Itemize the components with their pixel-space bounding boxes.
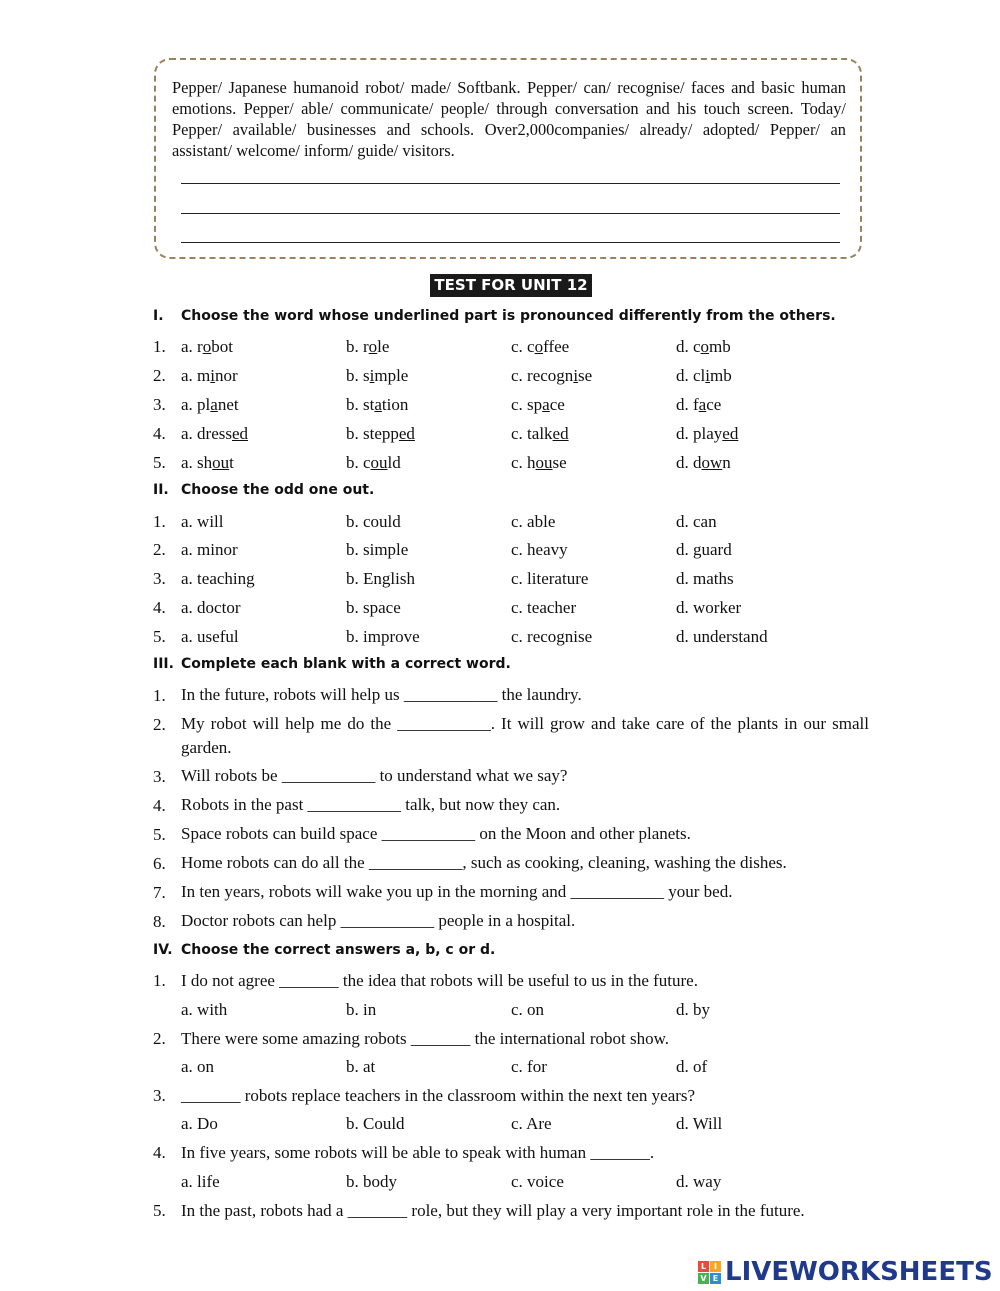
answer-option[interactable]: c. talked (511, 424, 569, 443)
answer-option[interactable]: c. coffee (511, 337, 570, 356)
answer-option[interactable]: b. improve (346, 627, 420, 646)
answer-option[interactable]: a. will (181, 512, 224, 531)
question-number: 4. (153, 598, 166, 617)
section-3-heading-text: Complete each blank with a correct word. (181, 656, 511, 672)
liveworksheets-logo (698, 1258, 993, 1286)
question-number: 5. (153, 627, 166, 646)
answer-option[interactable]: a. on (181, 1057, 215, 1076)
question-text: _______ robots replace teachers in the classroom within the next ten years? (181, 1086, 696, 1105)
options-row (153, 1057, 873, 1079)
question-number: 1. (153, 971, 166, 990)
question-text: Space robots can build space ___________ on the Moon and other planets. (181, 824, 691, 843)
answer-option[interactable]: a. shout (181, 453, 234, 472)
logo-tile: I (710, 1261, 721, 1272)
question-row (153, 1143, 873, 1165)
answer-option[interactable]: b. simple (346, 540, 409, 559)
question-row (153, 971, 873, 993)
answer-option[interactable]: b. station (346, 395, 409, 414)
section-4-heading-text: Choose the correct answers a, b, c or d. (181, 942, 496, 958)
answer-option[interactable]: b. stepped (346, 424, 415, 443)
options-row (153, 1172, 873, 1194)
question-text: In five years, some robots will be able to speak with human _______. (181, 1143, 655, 1162)
answer-option[interactable]: d. can (676, 512, 717, 531)
answer-option[interactable]: c. space (511, 395, 565, 414)
answer-option[interactable]: b. body (346, 1172, 397, 1191)
question-number: 3. (153, 569, 166, 588)
answer-option[interactable]: c. literature (511, 569, 589, 588)
answer-option[interactable]: b. Could (346, 1114, 405, 1133)
answer-option[interactable]: c. Are (511, 1114, 552, 1133)
question-row (153, 1029, 873, 1051)
page-title: TEST FOR UNIT 12 (430, 274, 592, 297)
answer-option[interactable]: c. teacher (511, 598, 577, 617)
question-number: 5. (153, 1201, 166, 1220)
question-number: 7. (153, 883, 166, 902)
question-text: In ten years, robots will wake you up in the morning and ___________ your bed. (181, 882, 733, 901)
question-number: 2. (153, 540, 166, 559)
answer-option[interactable]: c. recognise (511, 627, 593, 646)
question-number: 6. (153, 854, 166, 873)
answer-option[interactable]: a. teaching (181, 569, 255, 588)
answer-option[interactable]: b. could (346, 453, 401, 472)
answer-option[interactable]: d. climb (676, 366, 732, 385)
answer-option[interactable]: c. recognise (511, 366, 593, 385)
answer-option[interactable]: c. voice (511, 1172, 564, 1191)
answer-option[interactable]: c. heavy (511, 540, 568, 559)
logo-text: LIVEWORKSHEETS (725, 1257, 993, 1287)
answer-option[interactable]: c. on (511, 1000, 545, 1019)
question-row (153, 366, 873, 388)
answer-option[interactable]: a. with (181, 1000, 228, 1019)
options-row (153, 1114, 873, 1136)
question-number: 3. (153, 767, 166, 786)
question-row (153, 395, 873, 417)
section-1-numeral: I. (153, 308, 164, 324)
answer-option[interactable]: d. face (676, 395, 722, 414)
answer-option[interactable]: a. minor (181, 366, 238, 385)
answer-option[interactable]: d. guard (676, 540, 732, 559)
question-number: 5. (153, 825, 166, 844)
question-number: 4. (153, 424, 166, 443)
answer-option[interactable]: a. minor (181, 540, 238, 559)
question-text: There were some amazing robots _______ the international robot show. (181, 1029, 669, 1048)
question-number: 2. (153, 1029, 166, 1048)
answer-option[interactable]: d. understand (676, 627, 768, 646)
question-number: 1. (153, 337, 166, 356)
intro-paragraph: Pepper/ Japanese humanoid robot/ made/ Softbank. Pepper/ can/ recognise/ faces and basic human emotions. Pepper/ able/ communicate/ people/ through conversation and his touch screen. Today/ Pepper/ available/ businesses and schools. Over2,000companies/ already/ adopted/ Pepper/ an assistant/ welcome/ inform/ guide/ visitors. (172, 78, 846, 160)
question-row (153, 1201, 873, 1223)
question-number: 3. (153, 1086, 166, 1105)
answer-option[interactable]: a. robot (181, 337, 233, 356)
answer-option[interactable]: b. English (346, 569, 415, 588)
section-2-numeral: II. (153, 482, 169, 498)
question-row (153, 337, 873, 359)
question-text: My robot will help me do the ___________. It will grow and take care of the plants in our small garden. (181, 714, 869, 757)
answer-option[interactable]: a. doctor (181, 598, 241, 617)
question-row (153, 1086, 873, 1108)
answer-line-2[interactable] (181, 213, 840, 214)
question-text: Home robots can do all the ___________, such as cooking, cleaning, washing the dishes. (181, 853, 787, 872)
question-number: 8. (153, 912, 166, 931)
answer-line-1[interactable] (181, 183, 840, 184)
section-1-heading-text: Choose the word whose underlined part is pronounced differently from the others. (181, 308, 836, 324)
answer-option[interactable]: d. way (676, 1172, 722, 1191)
question-number: 4. (153, 796, 166, 815)
options-row (153, 1000, 873, 1022)
question-text: Doctor robots can help ___________ people in a hospital. (181, 911, 576, 930)
answer-line-3[interactable] (181, 242, 840, 243)
answer-option[interactable]: a. life (181, 1172, 220, 1191)
question-row (153, 540, 873, 562)
section-4-heading (153, 942, 495, 958)
question-row (153, 569, 873, 591)
logo-tiles-icon (698, 1261, 721, 1284)
answer-option[interactable]: b. simple (346, 366, 409, 385)
question-row (153, 453, 873, 475)
answer-option[interactable]: a. Do (181, 1114, 218, 1133)
answer-option[interactable]: b. role (346, 337, 390, 356)
answer-option[interactable]: c. for (511, 1057, 547, 1076)
section-2-heading (153, 482, 374, 498)
answer-option[interactable]: d. comb (676, 337, 731, 356)
answer-option[interactable]: a. useful (181, 627, 239, 646)
answer-option[interactable]: b. space (346, 598, 401, 617)
question-number: 2. (153, 715, 166, 734)
question-number: 2. (153, 366, 166, 385)
logo-tile: V (698, 1273, 709, 1284)
question-row (153, 598, 873, 620)
question-number: 4. (153, 1143, 166, 1162)
section-4-numeral: IV. (153, 942, 173, 958)
answer-option[interactable]: a. dressed (181, 424, 249, 443)
answer-option[interactable]: d. by (676, 1000, 710, 1019)
section-1-heading (153, 308, 836, 324)
question-text: I do not agree _______ the idea that robots will be useful to us in the future. (181, 971, 698, 990)
section-3-numeral: III. (153, 656, 174, 672)
answer-option[interactable]: d. Will (676, 1114, 723, 1133)
answer-option[interactable]: d. worker (676, 598, 742, 617)
answer-option[interactable]: c. able (511, 512, 556, 531)
question-text: Robots in the past ___________ talk, but now they can. (181, 795, 561, 814)
question-text: In the past, robots had a _______ role, but they will play a very important role in the future. (181, 1201, 805, 1220)
logo-tile: L (698, 1261, 709, 1272)
question-number: 1. (153, 512, 166, 531)
answer-option[interactable]: b. in (346, 1000, 377, 1019)
question-number: 3. (153, 395, 166, 414)
answer-option[interactable]: d. played (676, 424, 739, 443)
section-3-heading (153, 656, 511, 672)
section-2-heading-text: Choose the odd one out. (181, 482, 375, 498)
answer-option[interactable]: d. of (676, 1057, 708, 1076)
question-number: 1. (153, 686, 166, 705)
answer-option[interactable]: b. could (346, 512, 401, 531)
question-row (153, 627, 873, 649)
answer-option[interactable]: d. maths (676, 569, 734, 588)
answer-option[interactable]: b. at (346, 1057, 376, 1076)
question-number: 5. (153, 453, 166, 472)
question-row (153, 512, 873, 534)
answer-option[interactable]: d. down (676, 453, 731, 472)
question-row (153, 424, 873, 446)
answer-option[interactable]: c. house (511, 453, 567, 472)
question-text: Will robots be ___________ to understand what we say? (181, 766, 568, 785)
logo-tile: E (710, 1273, 721, 1284)
question-text: In the future, robots will help us ___________ the laundry. (181, 685, 582, 704)
answer-option[interactable]: a. planet (181, 395, 239, 414)
